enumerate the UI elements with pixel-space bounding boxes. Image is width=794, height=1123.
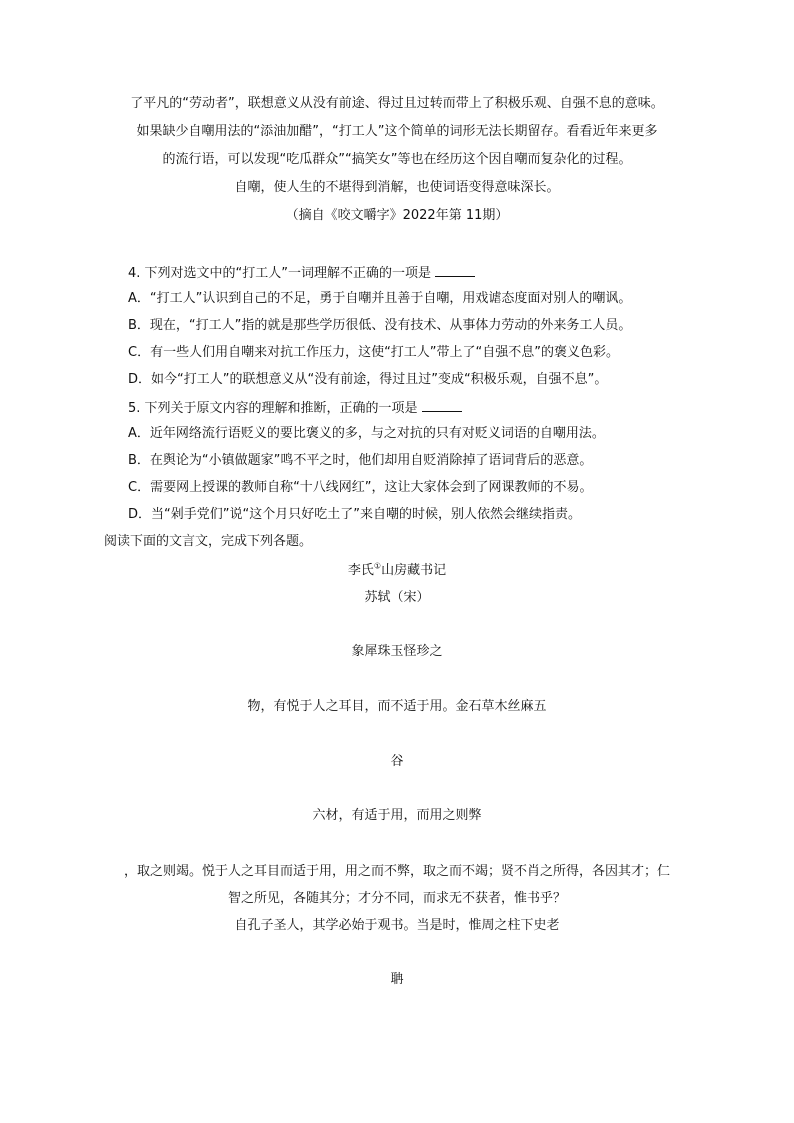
classical-line-7: 自孔子圣人，其学必始于观书。当是时，惟周之柱下史老: [234, 918, 560, 933]
classical-title: [0, 561, 794, 581]
classical-line-2: 物，有悦于人之耳目，而不适于用。金石草木丝麻五: [247, 699, 547, 714]
classical-line-6: 智之所见，各随其分；才分不同，而求无不获者，惟书乎？: [227, 891, 566, 906]
classical-title-rest: 山房藏书记: [381, 563, 447, 578]
question-5-option-b: B．在舆论为“小镇做题家”鸣不平之时，他们却用自贬消除掉了语词背后的恶意。: [128, 453, 593, 468]
question-5-option-c: C．需要网上授课的教师自称“十八线网红”，这让大家体会到了网课教师的不易。: [128, 480, 593, 495]
question-4-option-d: D．如今“打工人”的联想意义从“没有前途，得过且过”变成“积极乐观，自强不息”。: [128, 372, 608, 387]
question-4-stem: [128, 262, 475, 284]
passage-line-1: 了平凡的“劳动者”，联想意义从没有前途、得过且过转而带上了积极乐观、自强不息的意味。: [130, 96, 664, 111]
classical-line-8: 聃: [390, 972, 404, 987]
question-4-option-b: B．现在，“打工人”指的就是那些学历很低、没有技术、从事体力劳动的外来务工人员。: [128, 318, 632, 333]
footnote-marker: ①: [373, 561, 382, 571]
passage-line-4: 自嘲，使人生的不堪得到消解，也使词语变得意味深长。: [234, 180, 560, 195]
question-5-stem-text: 5. 下列关于原文内容的理解和推断，正确的一项是: [128, 401, 418, 416]
classical-line-1: 象犀珠玉怪珍之: [351, 644, 443, 659]
question-4-option-c: C．有一些人们用自嘲来对抗工作压力，这使“打工人”带上了“自强不息”的褒义色彩。: [128, 345, 620, 360]
question-5-option-a: A．近年网络流行语贬义的要比褒义的多，与之对抗的只有对贬义词语的自嘲用法。: [128, 426, 605, 441]
reading-instruction: 阅读下面的文言文，完成下列各题。: [104, 534, 313, 549]
classical-line-4: 六材，有适于用，而用之则弊: [312, 808, 482, 823]
passage-source: （摘自《咬文嚼字》2022年第 11期）: [285, 208, 509, 223]
question-4-stem-text: 4. 下列对选文中的“打工人”一词理解不正确的一项是: [128, 266, 432, 281]
classical-line-5: ，取之则竭。悦于人之耳目而适于用，用之而不弊，取之而不竭；贤不肖之所得，各因其才；仁: [123, 864, 670, 879]
question-4-option-a: A．“打工人”认识到自己的不足，勇于自嘲并且善于自嘲，用戏谑态度面对别人的嘲讽。: [128, 291, 632, 306]
question-5-stem: [128, 397, 462, 419]
answer-blank-4[interactable]: [435, 262, 475, 277]
classical-title-main: 李氏: [347, 563, 374, 578]
passage-line-2: 如果缺少自嘲用法的“添油加醋”，“打工人”这个简单的词形无法长期留存。看看近年来更多: [136, 124, 658, 139]
answer-blank-5[interactable]: [422, 397, 462, 412]
classical-author: 苏轼（宋）: [364, 590, 430, 605]
passage-line-3: 的流行语，可以发现“吃瓜群众”“搞笑女”等也在经历这个因自嘲而复杂化的过程。: [162, 152, 632, 167]
classical-line-3: 谷: [390, 754, 404, 769]
question-5-option-d: D．当“剁手党们”说“这个月只好吃土了”来自嘲的时候，别人依然会继续指责。: [128, 507, 581, 522]
